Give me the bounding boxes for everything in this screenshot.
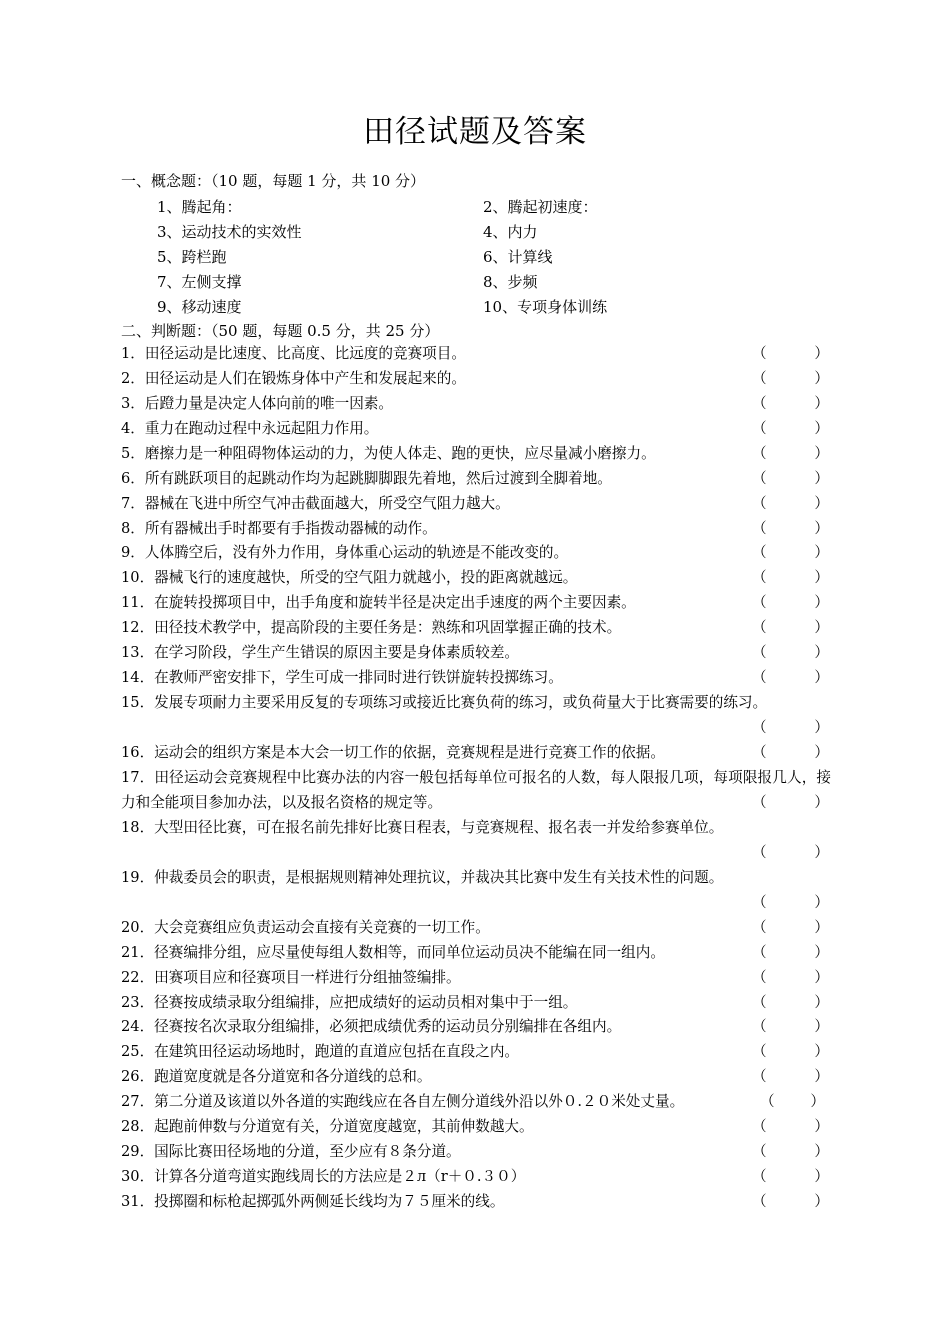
answer-bracket[interactable] [752, 541, 829, 562]
bracket-close: ） [814, 594, 829, 611]
bracket-open: （ [752, 719, 767, 736]
question-text: 13．在学习阶段，学生产生错误的原因主要是身体素质较差。 [121, 644, 520, 661]
answer-bracket[interactable] [752, 417, 829, 438]
bracket-close: ） [814, 1193, 829, 1210]
question-text: 27．第二分道及该道以外各道的实跑线应在各自左侧分道线外沿以外０.２０米处丈量。 [121, 1093, 685, 1110]
bracket-close: ） [814, 495, 829, 512]
answer-bracket[interactable] [752, 891, 829, 912]
bracket-open: （ [752, 1193, 767, 1210]
answer-bracket[interactable] [752, 741, 829, 762]
concept-item: 3、运动技术的实效性 [157, 223, 302, 241]
concept-item: 7、左侧支撑 [157, 273, 242, 291]
bracket-open: （ [752, 544, 767, 561]
concept-item: 5、跨栏跑 [157, 248, 227, 266]
bracket-close: ） [814, 520, 829, 537]
answer-bracket[interactable] [752, 367, 829, 388]
question-text: 16．运动会的组织方案是本大会一切工作的依据，竞赛规程是进行竞赛工作的依据。 [121, 744, 665, 761]
section2-heading: 二、判断题：（50 题，每题 0.5 分，共 25 分） [121, 322, 440, 340]
answer-bracket[interactable] [752, 1165, 829, 1186]
concept-item: 2、腾起初速度： [483, 198, 598, 216]
bracket-close: ） [814, 719, 829, 736]
question-text: 29．国际比赛田径场地的分道，至少应有８条分道。 [121, 1143, 461, 1160]
question-text: 17．田径运动会竞赛规程中比赛办法的内容一般包括每单位可报名的人数，每人限报几项，每项限报几人，接力和全能项目参加办法，以及报名资格的规定等。 [121, 769, 831, 811]
question-text: 28．起跑前伸数与分道宽有关，分道宽度越宽，其前伸数越大。 [121, 1118, 534, 1135]
answer-bracket[interactable] [752, 492, 829, 513]
concept-item: 9、移动速度 [157, 298, 242, 316]
bracket-close: ） [814, 994, 829, 1011]
bracket-open: （ [752, 569, 767, 586]
bracket-open: （ [752, 894, 767, 911]
bracket-close: ） [814, 1018, 829, 1035]
bracket-open: （ [752, 794, 767, 811]
concept-item: 8、步频 [483, 273, 538, 291]
answer-bracket[interactable] [752, 966, 829, 987]
question-text: 14．在教师严密安排下，学生可成一排同时进行铁饼旋转投掷练习。 [121, 669, 563, 686]
bracket-close: ） [814, 420, 829, 437]
bracket-close: ） [814, 644, 829, 661]
bracket-close: ） [814, 844, 829, 861]
bracket-close: ） [814, 619, 829, 636]
answer-bracket[interactable] [752, 467, 829, 488]
bracket-close: ） [814, 370, 829, 387]
answer-bracket[interactable] [752, 392, 829, 413]
answer-bracket[interactable] [752, 442, 829, 463]
question-text: 22．田赛项目应和径赛项目一样进行分组抽签编排。 [121, 969, 461, 986]
answer-bracket[interactable] [752, 591, 829, 612]
answer-bracket[interactable] [752, 841, 829, 862]
bracket-close: ） [814, 669, 829, 686]
bracket-open: （ [752, 1043, 767, 1060]
answer-bracket[interactable] [752, 916, 829, 937]
bracket-close: ） [814, 1068, 829, 1085]
question-text: 18．大型田径比赛，可在报名前先排好比赛日程表，与竞赛规程、报名表一并发给参赛单位。 [121, 819, 724, 836]
bracket-close: ） [814, 744, 829, 761]
answer-bracket[interactable] [752, 1065, 829, 1086]
bracket-open: （ [752, 470, 767, 487]
section1-heading: 一、概念题：（10 题，每题 1 分，共 10 分） [121, 172, 426, 190]
question-text: 26．跑道宽度就是各分道宽和各分道线的总和。 [121, 1068, 432, 1085]
concept-item: 6、计算线 [483, 248, 553, 266]
bracket-open: （ [752, 1118, 767, 1135]
answer-bracket[interactable] [752, 517, 829, 538]
bracket-close: ） [814, 794, 829, 811]
question-text: 6．所有跳跃项目的起跳动作均为起跳脚脚跟先着地，然后过渡到全脚着地。 [121, 470, 612, 487]
bracket-close: ） [814, 345, 829, 362]
bracket-close: ） [814, 894, 829, 911]
concept-item: 1、腾起角： [157, 198, 242, 216]
bracket-open: （ [752, 445, 767, 462]
bracket-open: （ [752, 594, 767, 611]
question-text: 23．径赛按成绩录取分组编排，应把成绩好的运动员相对集中于一组。 [121, 994, 578, 1011]
answer-bracket[interactable] [752, 616, 829, 637]
bracket-close: ） [814, 1143, 829, 1160]
bracket-close: ） [810, 1093, 825, 1110]
bracket-open: （ [752, 520, 767, 537]
bracket-open: （ [752, 744, 767, 761]
page-title: 田径试题及答案 [363, 114, 587, 150]
question-text: 8．所有器械出手时都要有手指拨动器械的动作。 [121, 520, 437, 537]
answer-bracket[interactable] [752, 1015, 829, 1036]
question-text: 21．径赛编排分组，应尽量使每组人数相等，而同单位运动员决不能编在同一组内。 [121, 944, 665, 961]
bracket-open: （ [752, 1018, 767, 1035]
answer-bracket[interactable] [752, 716, 829, 737]
bracket-close: ） [814, 969, 829, 986]
bracket-open: （ [752, 345, 767, 362]
bracket-close: ） [814, 395, 829, 412]
question-text: 5．磨擦力是一种阻碍物体运动的力，为使人体走、跑的更快，应尽量减小磨擦力。 [121, 445, 656, 462]
answer-bracket[interactable] [752, 1140, 829, 1161]
bracket-open: （ [752, 919, 767, 936]
answer-bracket[interactable] [752, 641, 829, 662]
bracket-close: ） [814, 569, 829, 586]
bracket-close: ） [814, 1168, 829, 1185]
question-text: 2．田径运动是人们在锻炼身体中产生和发展起来的。 [121, 370, 466, 387]
bracket-open: （ [752, 420, 767, 437]
bracket-close: ） [814, 944, 829, 961]
question-text: 7．器械在飞进中所空气冲击截面越大，所受空气阻力越大。 [121, 495, 510, 512]
bracket-open: （ [752, 395, 767, 412]
bracket-open: （ [752, 669, 767, 686]
bracket-open: （ [752, 1168, 767, 1185]
bracket-open: （ [760, 1093, 775, 1110]
bracket-open: （ [752, 1143, 767, 1160]
answer-bracket[interactable] [752, 566, 829, 587]
bracket-open: （ [752, 944, 767, 961]
bracket-close: ） [814, 445, 829, 462]
answer-bracket[interactable] [760, 1090, 825, 1111]
bracket-open: （ [752, 370, 767, 387]
question-text: 25．在建筑田径运动场地时，跑道的直道应包括在直段之内。 [121, 1043, 520, 1060]
bracket-open: （ [752, 1068, 767, 1085]
answer-bracket[interactable] [752, 1190, 829, 1211]
question-text: 10．器械飞行的速度越快，所受的空气阻力就越小，投的距离就越远。 [121, 569, 578, 586]
bracket-open: （ [752, 994, 767, 1011]
bracket-open: （ [752, 844, 767, 861]
answer-bracket[interactable] [752, 941, 829, 962]
bracket-open: （ [752, 619, 767, 636]
question-text: 19．仲裁委员会的职责，是根据规则精神处理抗议，并裁决其比赛中发生有关技术性的问题。 [121, 869, 724, 886]
question-text: 20．大会竞赛组应负责运动会直接有关竞赛的一切工作。 [121, 919, 490, 936]
bracket-close: ） [814, 1118, 829, 1135]
answer-bracket[interactable] [752, 991, 829, 1012]
answer-bracket[interactable] [752, 342, 829, 363]
question-text: 4．重力在跑动过程中永远起阻力作用。 [121, 420, 379, 437]
concept-item: 4、内力 [483, 223, 538, 241]
question-text: 1．田径运动是比速度、比高度、比远度的竞赛项目。 [121, 345, 466, 362]
bracket-close: ） [814, 544, 829, 561]
bracket-open: （ [752, 644, 767, 661]
question-text: 15．发展专项耐力主要采用反复的专项练习或接近比赛负荷的练习，或负荷量大于比赛需要的练习。 [121, 694, 768, 711]
bracket-close: ） [814, 470, 829, 487]
question-text: 30．计算各分道弯道实跑线周长的方法应是２л（r＋０.３０） [121, 1168, 526, 1185]
bracket-open: （ [752, 495, 767, 512]
concept-item: 10、专项身体训练 [483, 298, 608, 316]
answer-bracket[interactable] [752, 1115, 829, 1136]
answer-bracket[interactable] [752, 666, 829, 687]
bracket-close: ） [814, 919, 829, 936]
question-text: 11．在旋转投掷项目中，出手角度和旋转半径是决定出手速度的两个主要因素。 [121, 594, 636, 611]
answer-bracket[interactable] [752, 1040, 829, 1061]
question-text: 9．人体腾空后，没有外力作用，身体重心运动的轨迹是不能改变的。 [121, 544, 569, 561]
answer-bracket[interactable] [752, 791, 829, 812]
bracket-close: ） [814, 1043, 829, 1060]
question-text: 24．径赛按名次录取分组编排，必须把成绩优秀的运动员分别编排在各组内。 [121, 1018, 622, 1035]
question-text: 3．后蹬力量是决定人体向前的唯一因素。 [121, 395, 393, 412]
question-text: 31．投掷圈和标枪起掷弧外两侧延长线均为７５厘米的线。 [121, 1193, 505, 1210]
bracket-open: （ [752, 969, 767, 986]
question-text: 12．田径技术教学中，提高阶段的主要任务是：熟练和巩固掌握正确的技术。 [121, 619, 622, 636]
